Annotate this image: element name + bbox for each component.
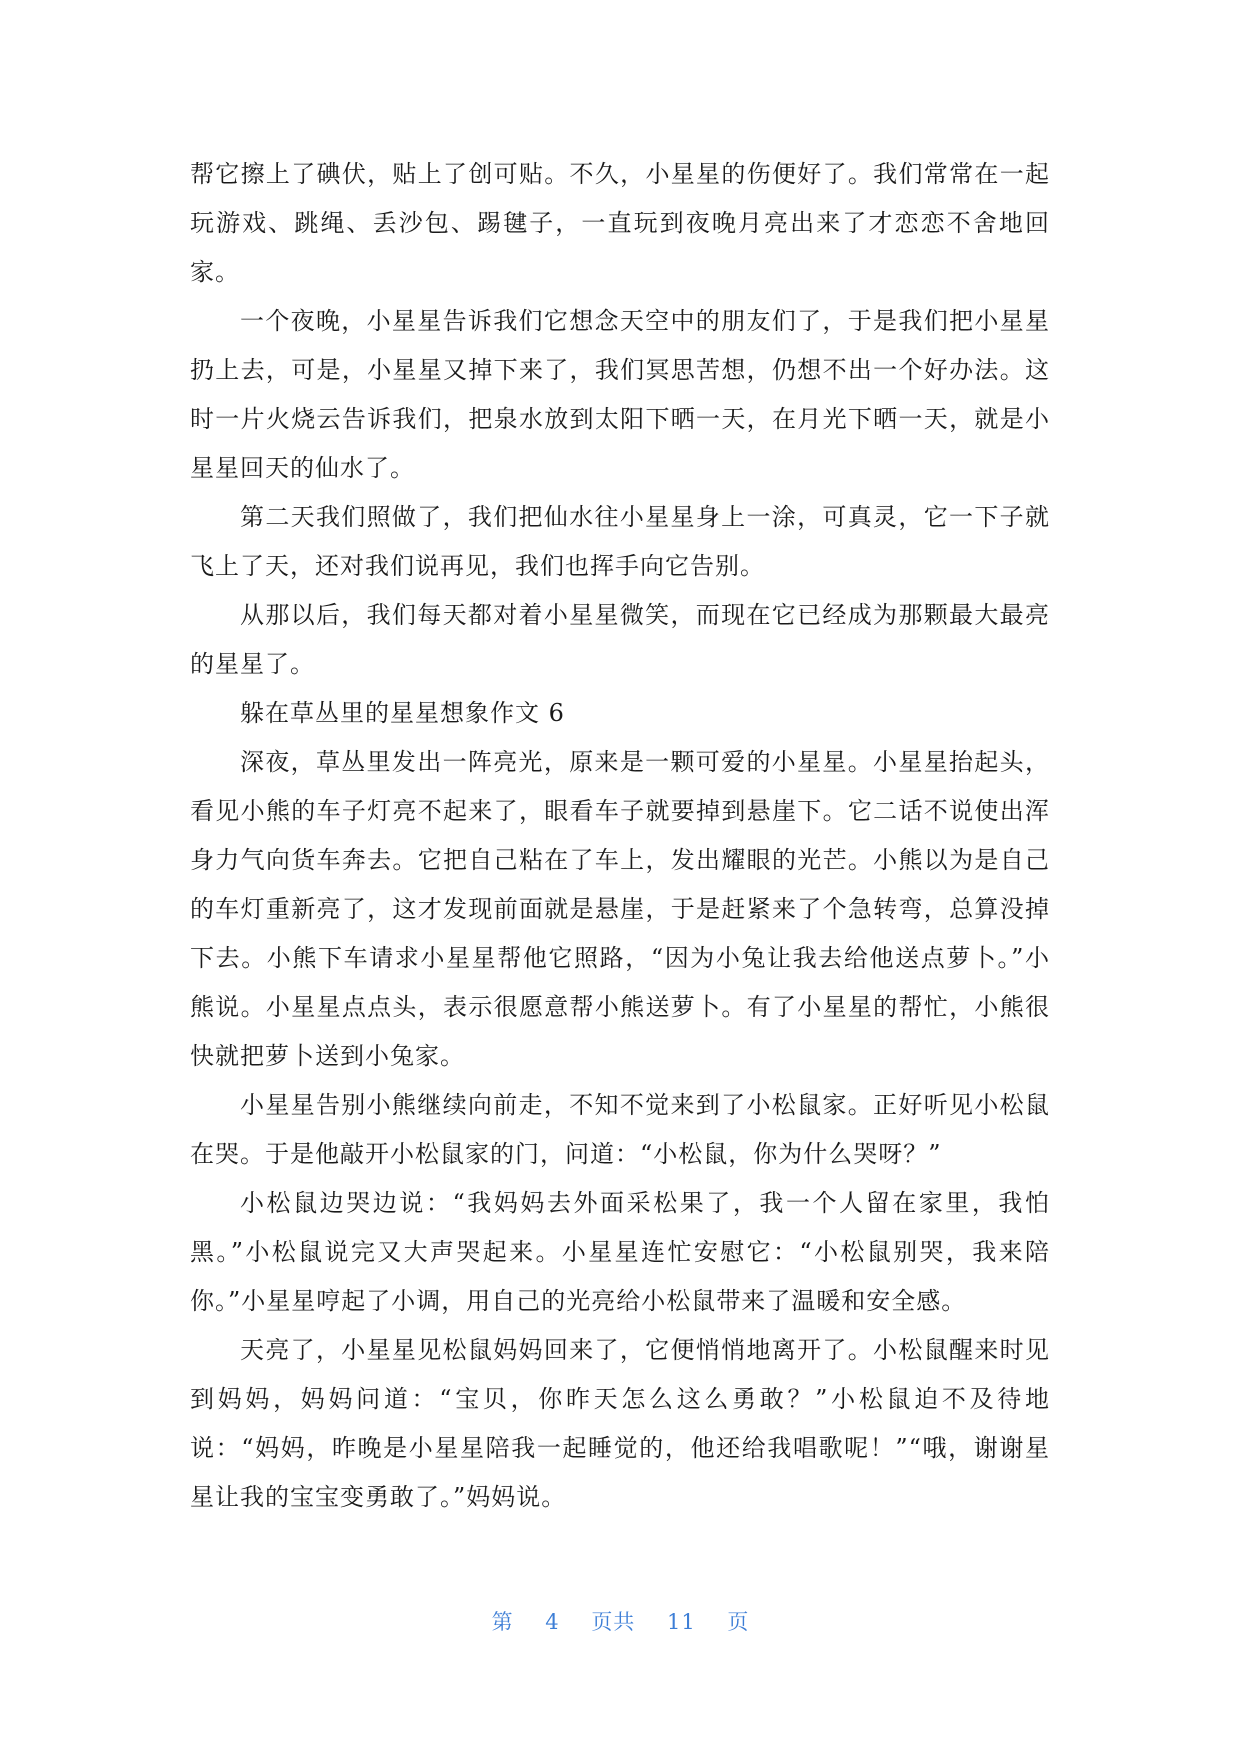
total-pages-number: 11 bbox=[667, 1610, 696, 1634]
paragraph-4: 从那以后，我们每天都对着小星星微笑，而现在它已经成为那颗最大最亮的星星了。 bbox=[190, 601, 1050, 678]
paragraph-8: 天亮了，小星星见松鼠妈妈回来了，它便悄悄地离开了。小松鼠醒来时见到妈妈，妈妈问道：“宝贝，你昨天怎么这么勇敢？”小松鼠迫不及待地说：“妈妈，昨晚是小星星陪我一起睡觉的，他还给我唱歌呢！”“哦，谢谢星星让我的宝宝变勇敢了。”妈妈说。 bbox=[190, 1336, 1050, 1511]
paragraph-5: 深夜，草丛里发出一阵亮光，原来是一颗可爱的小星星。小星星抬起头，看见小熊的车子灯亮不起来了，眼看车子就要掉到悬崖下。它二话不说使出浑身力气向货车奔去。它把自己粘在了车上，发出耀眼的光芒。小熊以为是自己的车灯重新亮了，这才发现前面就是悬崖，于是赶紧来了个急转弯，总算没掉下去。小熊下车请求小星星帮他它照路，“因为小兔让我去给他送点萝卜。”小熊说。小星星点点头，表示很愿意帮小熊送萝卜。有了小星星的帮忙，小熊很快就把萝卜送到小兔家。 bbox=[190, 748, 1050, 1070]
paragraph-7: 小松鼠边哭边说：“我妈妈去外面采松果了，我一个人留在家里，我怕黑。”小松鼠说完又大声哭起来。小星星连忙安慰它：“小松鼠别哭，我来陪你。”小星星哼起了小调，用自己的光亮给小松鼠带来了温暖和安全感。 bbox=[190, 1189, 1050, 1315]
paragraph-6: 小星星告别小熊继续向前走，不知不觉来到了小松鼠家。正好听见小松鼠在哭。于是他敲开小松鼠家的门，问道：“小松鼠，你为什么哭呀？” bbox=[190, 1091, 1050, 1168]
paragraph-1: 帮它擦上了碘伏，贴上了创可贴。不久，小星星的伤便好了。我们常常在一起玩游戏、跳绳、丢沙包、踢毽子，一直玩到夜晚月亮出来了才恋恋不舍地回家。 bbox=[190, 160, 1050, 286]
paragraph-3: 第二天我们照做了，我们把仙水往小星星身上一涂，可真灵，它一下子就飞上了天，还对我们说再见，我们也挥手向它告别。 bbox=[190, 503, 1050, 580]
section-heading: 躲在草丛里的星星想象作文 6 bbox=[240, 699, 565, 727]
page-footer bbox=[0, 1606, 1241, 1636]
page-label-prefix: 第 bbox=[491, 1610, 514, 1634]
page-label-suffix: 页 bbox=[727, 1610, 750, 1634]
current-page-number: 4 bbox=[545, 1610, 560, 1634]
paragraph-2: 一个夜晚，小星星告诉我们它想念天空中的朋友们了，于是我们把小星星扔上去，可是，小星星又掉下来了，我们冥思苦想，仍想不出一个好办法。这时一片火烧云告诉我们，把泉水放到太阳下晒一天，在月光下晒一天，就是小星星回天的仙水了。 bbox=[190, 307, 1050, 482]
document-body bbox=[190, 150, 1050, 1522]
page-label-mid: 页共 bbox=[591, 1610, 636, 1634]
